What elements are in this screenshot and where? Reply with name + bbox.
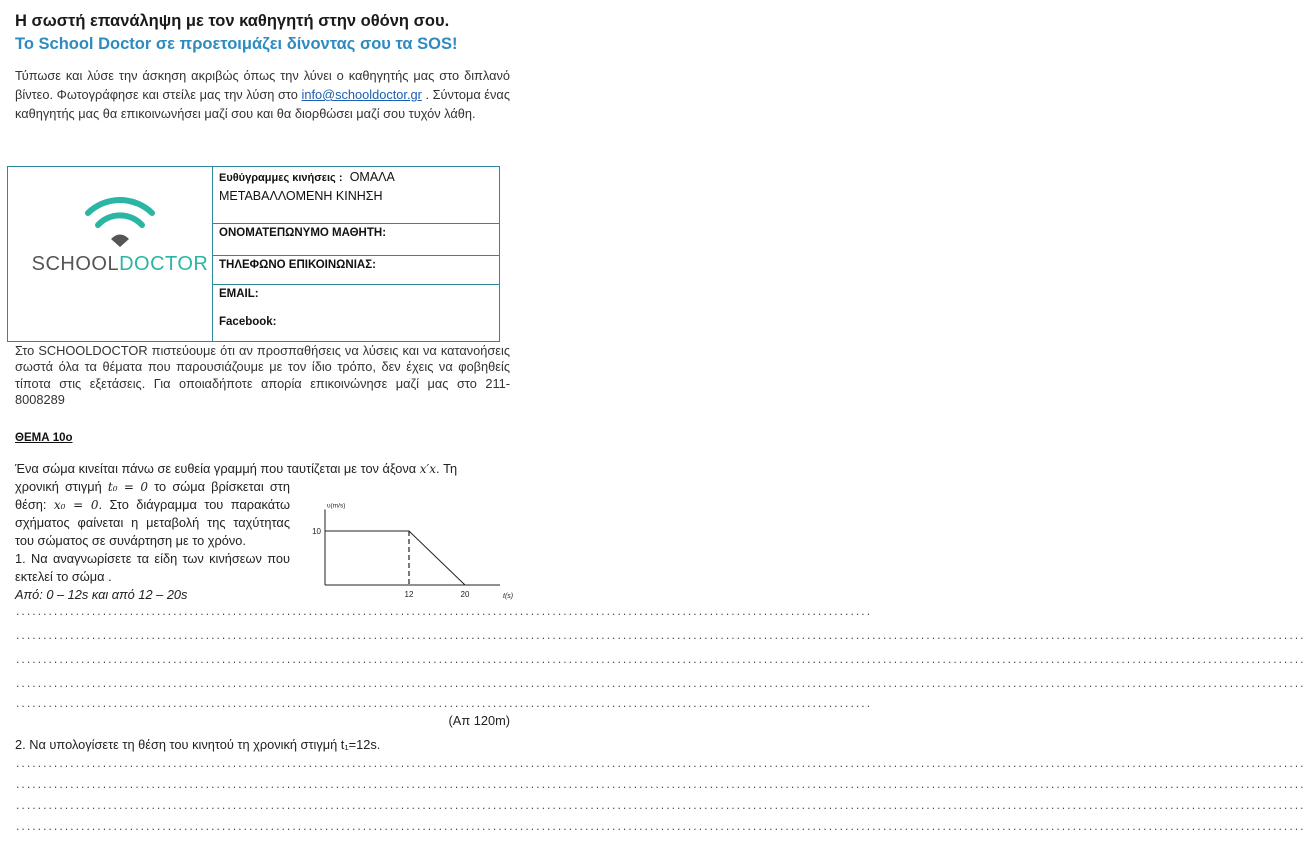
problem-line2a: χρονική στιγμή bbox=[15, 479, 102, 494]
wifi-icon bbox=[88, 200, 152, 247]
answer-line-9[interactable]: .............................................................................................................................................................................................................................................. bbox=[15, 823, 1305, 833]
logo-text-school: SCHOOL bbox=[31, 253, 120, 275]
answer-line-7[interactable]: .............................................................................................................................................................................................................................................. bbox=[15, 781, 1305, 791]
svg-text:SCHOOLDOCTOR bbox=[32, 253, 209, 275]
intro-text-start: Τύπωσε και λύσε την άσκηση ακριβώς όπως την λύνει ο καθηγητής μας στο διπλανό βίντεο. Φωτογράφησε και στείλε μας την λύση στο bbox=[15, 68, 510, 102]
answer-line-5[interactable]: .............................................................................................................................................................. bbox=[15, 700, 872, 710]
x-axis-label: t(s) bbox=[503, 593, 514, 600]
x-tick-label: 12 bbox=[404, 590, 414, 599]
thema-heading: ΘΕΜΑ 10ο bbox=[15, 432, 73, 444]
header-subtitle: Το School Doctor σε προετοιμάζει δίνοντας σου τα SOS! bbox=[15, 35, 458, 53]
problem-body bbox=[15, 478, 290, 604]
answer-line-2[interactable]: .............................................................................................................................................................................................................................................. bbox=[15, 632, 1305, 642]
t0-symbol: t₀ = 0 bbox=[107, 480, 149, 494]
info-paragraph: Στο SCHOOLDOCTOR πιστεύουμε ότι αν προσπαθήσεις να λύσεις και να κατανοήσεις σωστά όλα τα θέματα που παρουσιάζουμε με τον ίδιο τρόπο, δεν έχεις να φοβηθείς τίποτα στις εξετάσεις. Για οποιαδήποτε απορία επικοινώνησε μαζί μας στο 211-8008289 bbox=[15, 343, 510, 407]
facebook-field[interactable] bbox=[213, 313, 500, 342]
topic-label: Ευθύγραμμες κινήσεις : bbox=[219, 172, 343, 184]
y-tick-label: 10 bbox=[312, 527, 321, 536]
axis-symbol: x′x bbox=[419, 462, 437, 476]
email-link[interactable]: info@schooldoctor.gr bbox=[301, 87, 422, 102]
answer-line-8[interactable]: .............................................................................................................................................................................................................................................. bbox=[15, 802, 1305, 812]
question-1: 1. Να αναγνωρίσετε τα είδη των κινήσεων που εκτελεί το σώμα . bbox=[15, 551, 290, 584]
y-axis-label: υ(m/s) bbox=[327, 502, 346, 510]
topic-value-2: ΜΕΤΑΒΑΛΛΟΜΕΝΗ ΚΙΝΗΣΗ bbox=[219, 189, 383, 203]
problem-line2b: το σώμα βρίσκεται στη θέση: bbox=[15, 479, 290, 512]
answer-line-6[interactable]: .............................................................................................................................................................................................................................................. bbox=[15, 760, 1305, 770]
email-label: EMAIL: bbox=[219, 288, 259, 300]
student-info-table bbox=[7, 166, 500, 342]
answer-line-4[interactable]: .............................................................................................................................................................................................................................................. bbox=[15, 680, 1305, 690]
topic-cell bbox=[213, 167, 500, 224]
intro-text-end: . Σύντομα ένας καθηγητής μας θα επικοινωνήσει μαζί σου και θα διορθώσει μαζί σου τυχόν λάθη. bbox=[15, 87, 510, 121]
school-doctor-logo bbox=[8, 167, 210, 339]
intro-text bbox=[15, 66, 510, 123]
velocity-line bbox=[325, 531, 465, 585]
problem-line2c: . Στο διάγραμμα του παρακάτω σχήματος φαίνεται η μεταβολή της ταχύτητας του σώματος σε συνάρτηση με το χρόνο. bbox=[15, 497, 290, 548]
problem-intro-end: . Τη bbox=[436, 461, 458, 476]
marks-label: (Απ 120m) bbox=[448, 713, 510, 728]
topic-value-1: ΟΜΑΛΑ bbox=[349, 170, 395, 184]
problem-intro-text: Ένα σώμα κινείται πάνω σε ευθεία γραμμή που ταυτίζεται με τον άξονα bbox=[15, 461, 417, 476]
logo-text-doctor: DOCTOR bbox=[119, 253, 209, 275]
problem-intro bbox=[15, 460, 510, 478]
email-field[interactable] bbox=[213, 285, 500, 313]
answer-line-3[interactable]: .............................................................................................................................................................................................................................................. bbox=[15, 656, 1305, 666]
student-name-field[interactable] bbox=[213, 223, 500, 255]
velocity-time-chart bbox=[305, 478, 514, 608]
student-name-label: ΟΝΟΜΑΤΕΠΩΝΥΜΟ ΜΑΘΗΤΗ: bbox=[219, 226, 387, 239]
answer-line-1[interactable]: .............................................................................................................................................................. bbox=[15, 608, 872, 618]
x0-symbol: x₀ = 0 bbox=[53, 498, 99, 512]
answer-hint: Από: 0 – 12s και από 12 – 20s bbox=[15, 587, 188, 602]
logo-cell bbox=[8, 167, 213, 342]
facebook-label: Facebook: bbox=[219, 315, 277, 328]
phone-label: ΤΗΛΕΦΩΝΟ ΕΠΙΚΟΙΝΩΝΙΑΣ: bbox=[219, 258, 376, 271]
header-title: Η σωστή επανάληψη με τον καθηγητή στην οθόνη σου. bbox=[15, 12, 450, 30]
x-tick-label: 20 bbox=[460, 590, 470, 599]
question-2: 2. Να υπολογίσετε τη θέση του κινητού τη χρονική στιγμή t₁=12s. bbox=[15, 737, 381, 752]
phone-field[interactable] bbox=[213, 255, 500, 285]
